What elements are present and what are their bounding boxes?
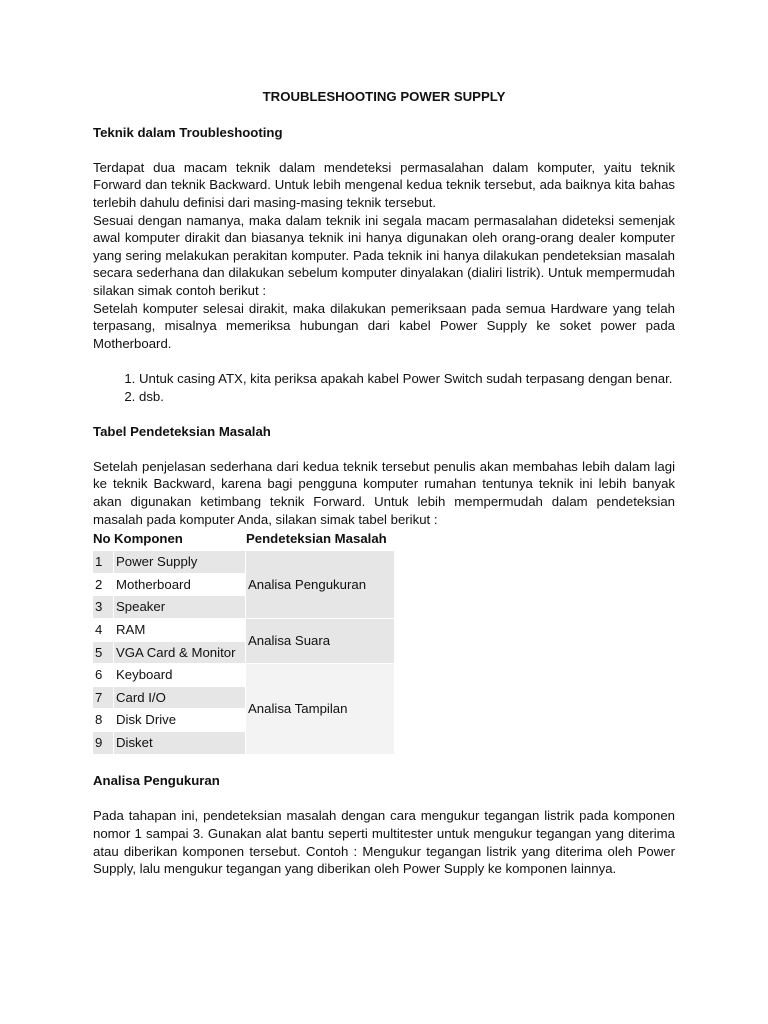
- document-title: TROUBLESHOOTING POWER SUPPLY: [262, 89, 506, 104]
- table-cell-no: 4: [93, 619, 113, 641]
- table-cell-no: 2: [93, 574, 113, 596]
- table-cell-group-pengukuran: Analisa Pengukuran: [246, 551, 394, 618]
- section-heading-tabel: Tabel Pendeteksian Masalah: [93, 423, 271, 439]
- spacer: [93, 790, 675, 808]
- table-row: [93, 551, 394, 573]
- column-header-pendeteksian: Pendeteksian Masalah: [246, 531, 387, 547]
- column-header-komponen: Komponen: [114, 531, 183, 547]
- table-cell-komponen: RAM: [114, 619, 245, 641]
- list-item: 2. dsb.: [139, 388, 675, 406]
- table-header-row: [93, 530, 394, 550]
- table-cell-komponen: Speaker: [114, 596, 245, 618]
- table-cell-group-suara: Analisa Suara: [246, 619, 394, 663]
- table-cell-komponen: Card I/O: [114, 687, 245, 709]
- table-cell-komponen: Disket: [114, 732, 245, 754]
- paragraph-tabel-intro: Setelah penjelasan sederhana dari kedua teknik tersebut penulis akan membahas lebih dalam lagi ke teknik Backward, karena bagi pengguna komputer rumahan tentunya teknik ini lebih banyak akan digunakan ketimbang teknik Forward. Untuk lebih mempermudah dalam pendeteksian masalah pada komputer Anda, silakan simak tabel berikut :: [93, 458, 675, 527]
- section-heading-teknik: Teknik dalam Troubleshooting: [93, 124, 283, 140]
- section-heading-analisa-pengukuran: Analisa Pengukuran: [93, 773, 220, 789]
- table-cell-no: 3: [93, 596, 113, 618]
- spacer: [93, 405, 675, 423]
- table-row: [93, 619, 394, 641]
- table-cell-group-tampilan: Analisa Tampilan: [246, 664, 394, 753]
- list-item: 1. Untuk casing ATX, kita periksa apakah kabel Power Switch sudah terpasang dengan benar.: [139, 370, 675, 388]
- table-cell-no: 6: [93, 664, 113, 686]
- table-cell-no: 1: [93, 551, 113, 573]
- table-cell-komponen: VGA Card & Monitor: [114, 642, 245, 664]
- paragraph-forward: Sesuai dengan namanya, maka dalam teknik ini segala macam permasalahan dideteksi semenjak awal komputer dirakit dan biasanya teknik ini hanya digunakan oleh orang-orang dealer komputer yang sering melakukan perakitan komputer. Pada teknik ini hanya dilakukan pendeteksian masalah secara sederhana dan dilakukan sebelum komputer dinyalakan (dialiri listrik). Untuk mempermudah silakan simak contoh berikut :: [93, 212, 675, 298]
- paragraph-analisa-pengukuran: Pada tahapan ini, pendeteksian masalah dengan cara mengukur tegangan listrik pada komponen nomor 1 sampai 3. Gunakan alat bantu seperti multitester untuk mengukur tegangan yang diterima atau diberikan komponen tersebut. Contoh : Mengukur tegangan listrik yang diterima oleh Power Supply, lalu mengukur tegangan yang diberikan oleh Power Supply ke komponen lainnya.: [93, 808, 675, 877]
- table-cell-komponen: Disk Drive: [114, 709, 245, 731]
- table-cell-no: 5: [93, 642, 113, 664]
- detection-table: [92, 529, 395, 754]
- spacer: [93, 141, 675, 159]
- table-cell-komponen: Keyboard: [114, 664, 245, 686]
- column-header-no: No: [93, 531, 111, 547]
- spacer: [93, 755, 675, 773]
- spacer: [93, 440, 675, 458]
- table-cell-no: 9: [93, 732, 113, 754]
- document-content: [93, 88, 675, 878]
- paragraph-teknik-intro: Terdapat dua macam teknik dalam mendeteksi permasalahan dalam komputer, yaitu teknik Forward dan teknik Backward. Untuk lebih mengenal kedua teknik tersebut, ada baiknya kita bahas terlebih dahulu definisi dari masing-masing teknik tersebut.: [93, 159, 675, 210]
- table-cell-komponen: Motherboard: [114, 574, 245, 596]
- spacer: [93, 352, 675, 370]
- table-cell-komponen: Power Supply: [114, 551, 245, 573]
- table-row: [93, 664, 394, 686]
- paragraph-setelah-dirakit: Setelah komputer selesai dirakit, maka dilakukan pemeriksaan pada semua Hardware yang telah terpasang, misalnya memeriksa hubungan dari kabel Power Supply ke soket power pada Motherboard.: [93, 300, 675, 351]
- table-cell-no: 7: [93, 687, 113, 709]
- spacer: [93, 106, 675, 124]
- numbered-list: [93, 370, 675, 405]
- table-cell-no: 8: [93, 709, 113, 731]
